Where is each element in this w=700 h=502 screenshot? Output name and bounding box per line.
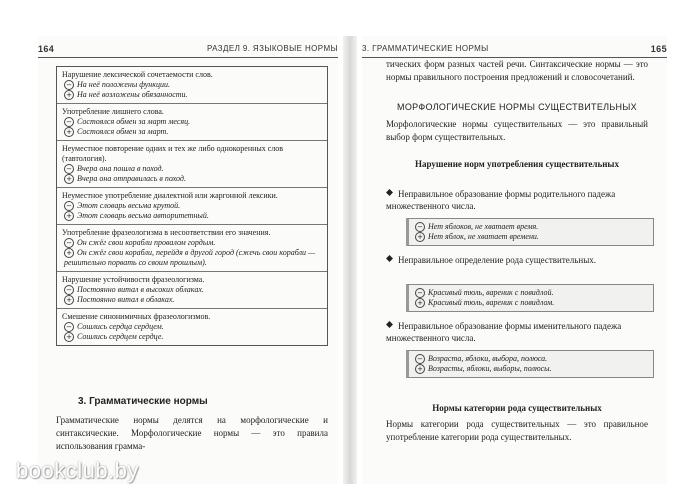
bullet-item <box>386 188 648 212</box>
left-paragraph: Грамматические нормы делятся на морфологические и синтаксические. Морфологические нормы — это правила использования грамма- <box>56 415 328 451</box>
plus-icon: + <box>64 332 74 342</box>
minus-icon: − <box>64 285 74 295</box>
definition-paragraph: Морфологические нормы существительных — это правильный выбор форм существительных. <box>386 119 648 142</box>
plus-icon: + <box>64 174 74 184</box>
row-right-example <box>62 127 322 137</box>
example-right: Красивый тюль, вареник с повидлом. <box>428 298 555 307</box>
minus-icon: − <box>64 201 74 211</box>
example-wrong-line <box>415 354 647 364</box>
table-row <box>57 67 327 104</box>
bullet-icon <box>386 189 393 196</box>
row-right-example <box>62 211 322 221</box>
plus-icon: + <box>415 232 425 242</box>
minus-icon: − <box>64 80 74 90</box>
left-running-header <box>38 44 338 58</box>
example-box <box>406 350 654 378</box>
row-right-example <box>62 90 322 100</box>
example-wrong-line <box>415 222 647 232</box>
row-wrong-example <box>62 201 322 211</box>
watermark: bookclub.by <box>16 458 139 483</box>
row-heading: Смешение синонимичных фразеологизмов. <box>62 312 211 321</box>
bullet-text: Неправильное определение рода существительных. <box>398 255 596 265</box>
plus-icon: + <box>415 364 425 374</box>
row-heading: Употребление лишнего слова. <box>62 107 164 116</box>
row-wrong-example <box>62 80 322 90</box>
table-row <box>57 104 327 141</box>
bullet-item <box>386 254 648 266</box>
wrong-text: Этот словарь весьма крутой. <box>77 201 181 210</box>
bullet-icon <box>386 321 393 328</box>
bullet-text: Неправильное образование формы именительного падежа множественного числа. <box>386 321 622 343</box>
row-right-example <box>62 248 322 268</box>
wrong-text: Состоялся обмен за март месяц. <box>77 117 191 126</box>
example-box <box>406 284 654 312</box>
right-text: Он сжёг свои корабли, перейдя в другой город (сжечь свои корабли — решительно порвать со своим прошлым). <box>64 248 316 267</box>
book-gutter <box>343 36 357 484</box>
right-page <box>362 36 667 484</box>
row-wrong-example <box>62 285 322 295</box>
minus-icon: − <box>64 164 74 174</box>
row-heading: Неуместное употребление диалектной или жаргонной лексики. <box>62 191 278 200</box>
plus-icon: + <box>415 298 425 308</box>
right-running-head: 3. ГРАММАТИЧЕСКИЕ НОРМЫ <box>362 44 489 53</box>
right-text: Состоялся обмен за март. <box>77 127 169 136</box>
minus-icon: − <box>64 322 74 332</box>
table-row <box>57 272 327 309</box>
example-right: Нет яблок, не хватает времени. <box>428 232 539 241</box>
example-wrong: Возраста, яблоки, выбора, полюса. <box>428 354 548 363</box>
right-text: Сошлись сердцем сердце. <box>77 332 164 341</box>
bottom-paragraph: Нормы категории рода существительных — это правильное употребление категории рода существительных. <box>386 419 648 442</box>
plus-icon: + <box>64 90 74 100</box>
example-right-line <box>415 232 647 242</box>
example-right-line <box>415 364 647 374</box>
row-right-example <box>62 295 322 305</box>
example-right-line <box>415 298 647 308</box>
row-heading: Нарушение устойчивости фразеологизма. <box>62 275 205 284</box>
row-right-example <box>62 174 322 184</box>
example-wrong: Нет яблоков, не хватает время. <box>428 222 539 231</box>
bullet-item <box>386 320 648 344</box>
row-heading: Неуместное повторение одних и тех же либо однокоренных слов (тавтология). <box>62 144 284 163</box>
example-box <box>406 218 654 246</box>
morph-heading: МОРФОЛОГИЧЕСКИЕ НОРМЫ СУЩЕСТВИТЕЛЬНЫХ <box>397 102 637 112</box>
table-row <box>57 141 327 188</box>
plus-icon: + <box>64 211 74 221</box>
right-text: Этот словарь весьма авторитетный. <box>77 211 209 220</box>
minus-icon: − <box>64 238 74 248</box>
example-right: Возрасты, яблоки, выборы, полюсы. <box>428 364 552 373</box>
wrong-text: Он сжёг свои корабли провалом гордым. <box>77 238 216 247</box>
wrong-text: На неё положены функции. <box>77 80 170 89</box>
plus-icon: + <box>64 248 74 258</box>
bottom-heading: Нормы категории рода существительных <box>432 403 602 413</box>
right-running-header <box>362 44 667 58</box>
example-wrong-line <box>415 288 647 298</box>
right-top-paragraph: тических форм разных частей речи. Синтаксические нормы — это нормы правильного построения предложений и словосочетаний. <box>386 59 648 82</box>
right-text: Вчера она отправилась в поход. <box>77 174 186 183</box>
left-page-number: 164 <box>38 44 55 54</box>
minus-icon: − <box>415 288 425 298</box>
row-heading: Употребление фразеологизма в несоответствии его значения. <box>62 228 271 237</box>
error-table <box>56 66 328 346</box>
example-wrong: Красивый тюль, вареник с повидлой. <box>428 288 554 297</box>
wrong-text: Вчера она пошла в поход. <box>77 164 164 173</box>
row-heading: Нарушение лексической сочетаемости слов. <box>62 70 213 79</box>
wrong-text: Постоянно витал в высоких облаках. <box>77 285 204 294</box>
minus-icon: − <box>64 117 74 127</box>
row-wrong-example <box>62 238 322 248</box>
right-page-number: 165 <box>650 44 667 54</box>
right-text: На неё возложены обязанности. <box>77 90 188 99</box>
row-wrong-example <box>62 117 322 127</box>
row-wrong-example <box>62 164 322 174</box>
section-title: 3. Грамматические нормы <box>78 396 208 407</box>
table-row <box>57 225 327 272</box>
subheading: Нарушение норм употребления существительных <box>415 159 619 169</box>
plus-icon: + <box>64 295 74 305</box>
bullet-icon <box>386 255 393 262</box>
plus-icon: + <box>64 127 74 137</box>
row-right-example <box>62 332 322 342</box>
table-row <box>57 309 327 345</box>
left-page <box>38 36 338 484</box>
row-wrong-example <box>62 322 322 332</box>
left-running-head: РАЗДЕЛ 9. ЯЗЫКОВЫЕ НОРМЫ <box>206 44 338 53</box>
right-text: Постоянно витал в облаках. <box>77 295 175 304</box>
minus-icon: − <box>415 354 425 364</box>
table-row <box>57 188 327 225</box>
minus-icon: − <box>415 222 425 232</box>
wrong-text: Сошлись сердца сердцем. <box>77 322 164 331</box>
bullet-text: Неправильное образование формы родительного падежа множественного числа. <box>386 189 616 211</box>
